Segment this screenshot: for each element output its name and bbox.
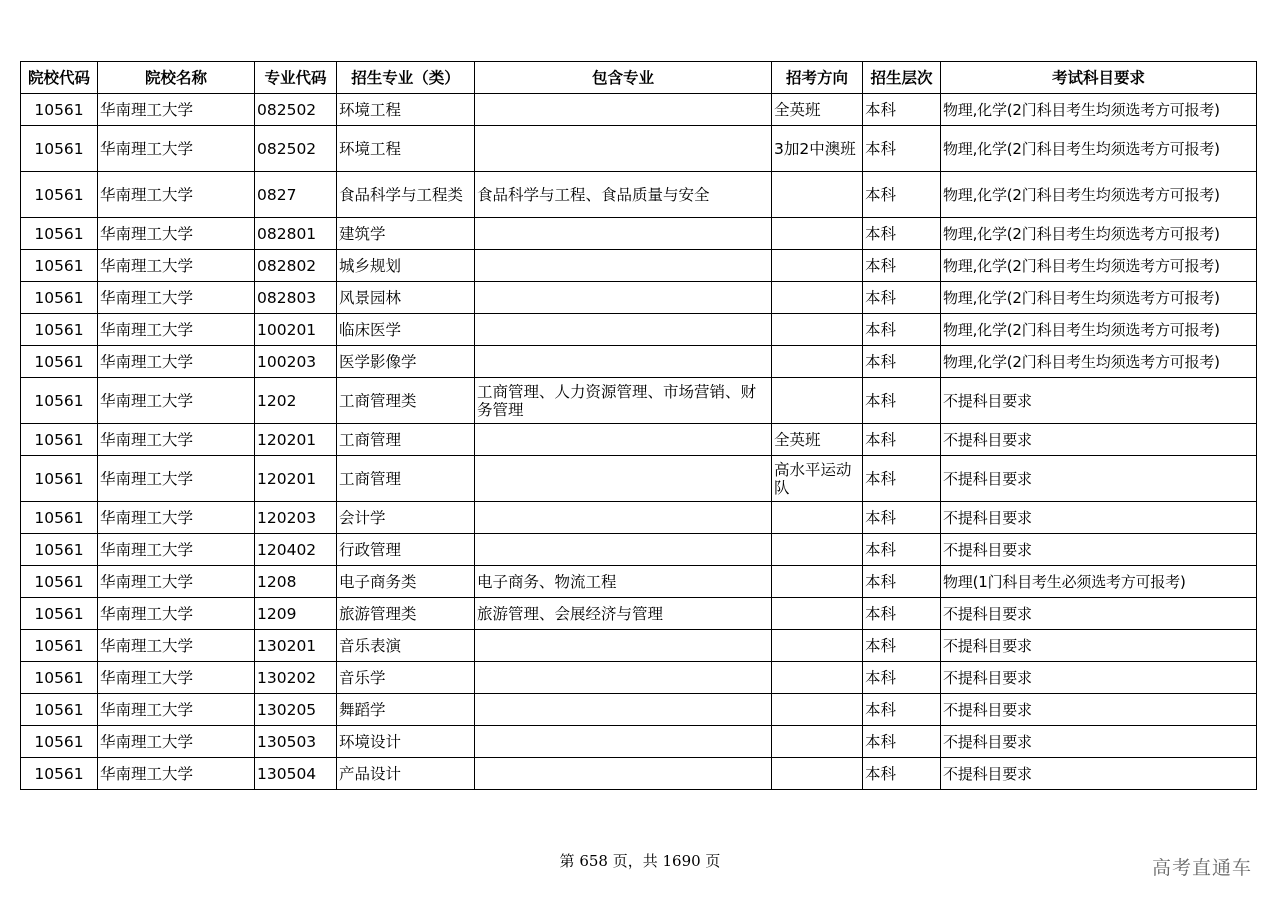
cell-major-code: 082502 — [255, 94, 337, 126]
cell-school-name: 华南理工大学 — [98, 346, 255, 378]
cell-school-name: 华南理工大学 — [98, 598, 255, 630]
watermark-logo: 高考直通车 — [1151, 857, 1252, 879]
table-row — [21, 566, 1257, 598]
cell-subjects: 物理,化学(2门科目考生均须选考方可报考) — [941, 172, 1257, 218]
table-row — [21, 218, 1257, 250]
cell-major: 医学影像学 — [337, 346, 475, 378]
cell-major: 音乐表演 — [337, 630, 475, 662]
cell-major-code: 082802 — [255, 250, 337, 282]
cell-level: 本科 — [863, 598, 941, 630]
cell-school-code: 10561 — [21, 694, 98, 726]
cell-major-code: 120402 — [255, 534, 337, 566]
table-row — [21, 282, 1257, 314]
cell-subjects: 物理,化学(2门科目考生均须选考方可报考) — [941, 346, 1257, 378]
table-row — [21, 534, 1257, 566]
cell-level: 本科 — [863, 378, 941, 424]
page-number: 第 658 页，共 1690 页 — [559, 852, 721, 870]
cell-major-code: 130202 — [255, 662, 337, 694]
cell-direction — [772, 218, 863, 250]
cell-level: 本科 — [863, 346, 941, 378]
cell-school-name: 华南理工大学 — [98, 758, 255, 790]
cell-direction — [772, 250, 863, 282]
cell-school-code: 10561 — [21, 282, 98, 314]
cell-school-code: 10561 — [21, 726, 98, 758]
cell-subjects: 物理,化学(2门科目考生均须选考方可报考) — [941, 218, 1257, 250]
cell-included — [475, 126, 772, 172]
cell-major-code: 1209 — [255, 598, 337, 630]
cell-major-code: 100201 — [255, 314, 337, 346]
table-row — [21, 598, 1257, 630]
cell-school-code: 10561 — [21, 534, 98, 566]
cell-school-name: 华南理工大学 — [98, 172, 255, 218]
cell-level: 本科 — [863, 758, 941, 790]
table-row — [21, 456, 1257, 502]
cell-school-name: 华南理工大学 — [98, 566, 255, 598]
cell-level: 本科 — [863, 726, 941, 758]
table-row — [21, 758, 1257, 790]
cell-major-code: 082803 — [255, 282, 337, 314]
cell-major: 城乡规划 — [337, 250, 475, 282]
table-row — [21, 378, 1257, 424]
header-major: 招生专业（类） — [337, 62, 475, 94]
cell-school-name: 华南理工大学 — [98, 94, 255, 126]
cell-direction — [772, 378, 863, 424]
cell-major: 食品科学与工程类 — [337, 172, 475, 218]
cell-level: 本科 — [863, 694, 941, 726]
header-subjects: 考试科目要求 — [941, 62, 1257, 94]
cell-school-code: 10561 — [21, 662, 98, 694]
table-row — [21, 630, 1257, 662]
cell-school-code: 10561 — [21, 630, 98, 662]
cell-included — [475, 314, 772, 346]
cell-direction: 高水平运动队 — [772, 456, 863, 502]
cell-major: 产品设计 — [337, 758, 475, 790]
cell-level: 本科 — [863, 502, 941, 534]
table-row — [21, 694, 1257, 726]
cell-major-code: 130205 — [255, 694, 337, 726]
header-major-code: 专业代码 — [255, 62, 337, 94]
cell-major-code: 100203 — [255, 346, 337, 378]
cell-direction — [772, 534, 863, 566]
header-direction: 招考方向 — [772, 62, 863, 94]
cell-included — [475, 630, 772, 662]
cell-subjects: 不提科目要求 — [941, 694, 1257, 726]
cell-school-name: 华南理工大学 — [98, 424, 255, 456]
cell-school-name: 华南理工大学 — [98, 218, 255, 250]
cell-school-code: 10561 — [21, 314, 98, 346]
cell-included: 食品科学与工程、食品质量与安全 — [475, 172, 772, 218]
cell-school-code: 10561 — [21, 172, 98, 218]
cell-level: 本科 — [863, 282, 941, 314]
cell-included — [475, 758, 772, 790]
cell-school-code: 10561 — [21, 126, 98, 172]
table-row — [21, 314, 1257, 346]
header-school-name: 院校名称 — [98, 62, 255, 94]
cell-direction — [772, 282, 863, 314]
cell-subjects: 不提科目要求 — [941, 726, 1257, 758]
cell-subjects: 不提科目要求 — [941, 758, 1257, 790]
cell-subjects: 不提科目要求 — [941, 378, 1257, 424]
cell-school-code: 10561 — [21, 378, 98, 424]
header-included: 包含专业 — [475, 62, 772, 94]
cell-school-code: 10561 — [21, 566, 98, 598]
cell-subjects: 不提科目要求 — [941, 456, 1257, 502]
cell-direction — [772, 694, 863, 726]
cell-included — [475, 502, 772, 534]
cell-level: 本科 — [863, 424, 941, 456]
cell-level: 本科 — [863, 662, 941, 694]
cell-direction — [772, 630, 863, 662]
cell-major-code: 120201 — [255, 456, 337, 502]
cell-school-name: 华南理工大学 — [98, 250, 255, 282]
cell-major: 临床医学 — [337, 314, 475, 346]
cell-school-name: 华南理工大学 — [98, 726, 255, 758]
table-row — [21, 94, 1257, 126]
cell-included — [475, 424, 772, 456]
cell-level: 本科 — [863, 456, 941, 502]
cell-school-code: 10561 — [21, 346, 98, 378]
cell-school-code: 10561 — [21, 758, 98, 790]
cell-included — [475, 250, 772, 282]
cell-subjects: 物理,化学(2门科目考生均须选考方可报考) — [941, 250, 1257, 282]
cell-direction — [772, 726, 863, 758]
cell-school-code: 10561 — [21, 424, 98, 456]
cell-level: 本科 — [863, 630, 941, 662]
cell-major-code: 130201 — [255, 630, 337, 662]
cell-school-name: 华南理工大学 — [98, 630, 255, 662]
cell-subjects: 不提科目要求 — [941, 598, 1257, 630]
cell-major: 工商管理 — [337, 424, 475, 456]
cell-school-code: 10561 — [21, 94, 98, 126]
cell-direction — [772, 172, 863, 218]
cell-major-code: 120203 — [255, 502, 337, 534]
cell-major: 工商管理 — [337, 456, 475, 502]
cell-major: 电子商务类 — [337, 566, 475, 598]
cell-school-code: 10561 — [21, 456, 98, 502]
cell-major-code: 0827 — [255, 172, 337, 218]
cell-included — [475, 218, 772, 250]
table-row — [21, 346, 1257, 378]
cell-subjects: 物理,化学(2门科目考生均须选考方可报考) — [941, 282, 1257, 314]
header-row — [21, 62, 1257, 94]
cell-included — [475, 694, 772, 726]
cell-level: 本科 — [863, 126, 941, 172]
cell-direction — [772, 758, 863, 790]
cell-level: 本科 — [863, 250, 941, 282]
cell-level: 本科 — [863, 94, 941, 126]
cell-level: 本科 — [863, 534, 941, 566]
cell-major: 环境设计 — [337, 726, 475, 758]
cell-included: 电子商务、物流工程 — [475, 566, 772, 598]
cell-major: 行政管理 — [337, 534, 475, 566]
cell-school-name: 华南理工大学 — [98, 282, 255, 314]
cell-school-name: 华南理工大学 — [98, 662, 255, 694]
cell-school-code: 10561 — [21, 250, 98, 282]
cell-major: 工商管理类 — [337, 378, 475, 424]
cell-direction — [772, 566, 863, 598]
cell-included: 工商管理、人力资源管理、市场营销、财务管理 — [475, 378, 772, 424]
cell-level: 本科 — [863, 314, 941, 346]
cell-subjects: 不提科目要求 — [941, 424, 1257, 456]
header-school-code: 院校代码 — [21, 62, 98, 94]
cell-included — [475, 534, 772, 566]
cell-major: 舞蹈学 — [337, 694, 475, 726]
cell-major-code: 082801 — [255, 218, 337, 250]
cell-major-code: 130504 — [255, 758, 337, 790]
table-row — [21, 250, 1257, 282]
cell-subjects: 物理,化学(2门科目考生均须选考方可报考) — [941, 314, 1257, 346]
cell-included — [475, 456, 772, 502]
cell-major-code: 120201 — [255, 424, 337, 456]
cell-school-code: 10561 — [21, 218, 98, 250]
cell-school-name: 华南理工大学 — [98, 314, 255, 346]
cell-major-code: 130503 — [255, 726, 337, 758]
cell-direction — [772, 346, 863, 378]
cell-subjects: 物理,化学(2门科目考生均须选考方可报考) — [941, 126, 1257, 172]
cell-major: 会计学 — [337, 502, 475, 534]
table-row — [21, 726, 1257, 758]
cell-included — [475, 726, 772, 758]
cell-major: 环境工程 — [337, 94, 475, 126]
cell-subjects: 不提科目要求 — [941, 662, 1257, 694]
cell-school-name: 华南理工大学 — [98, 694, 255, 726]
cell-level: 本科 — [863, 566, 941, 598]
cell-direction: 全英班 — [772, 94, 863, 126]
cell-direction — [772, 502, 863, 534]
cell-included — [475, 282, 772, 314]
cell-direction — [772, 314, 863, 346]
cell-level: 本科 — [863, 172, 941, 218]
cell-school-name: 华南理工大学 — [98, 502, 255, 534]
table-row — [21, 126, 1257, 172]
table-row — [21, 172, 1257, 218]
table-row — [21, 424, 1257, 456]
cell-major: 风景园林 — [337, 282, 475, 314]
cell-school-name: 华南理工大学 — [98, 378, 255, 424]
table-row — [21, 662, 1257, 694]
cell-school-code: 10561 — [21, 598, 98, 630]
cell-school-name: 华南理工大学 — [98, 534, 255, 566]
cell-major: 音乐学 — [337, 662, 475, 694]
cell-included: 旅游管理、会展经济与管理 — [475, 598, 772, 630]
cell-major: 建筑学 — [337, 218, 475, 250]
cell-level: 本科 — [863, 218, 941, 250]
cell-direction — [772, 662, 863, 694]
admission-table — [20, 61, 1257, 790]
cell-included — [475, 346, 772, 378]
header-level: 招生层次 — [863, 62, 941, 94]
cell-subjects: 不提科目要求 — [941, 502, 1257, 534]
cell-direction: 3加2中澳班 — [772, 126, 863, 172]
cell-included — [475, 662, 772, 694]
cell-major: 旅游管理类 — [337, 598, 475, 630]
cell-subjects: 不提科目要求 — [941, 534, 1257, 566]
cell-school-name: 华南理工大学 — [98, 456, 255, 502]
cell-school-name: 华南理工大学 — [98, 126, 255, 172]
cell-subjects: 物理(1门科目考生必须选考方可报考) — [941, 566, 1257, 598]
cell-direction — [772, 598, 863, 630]
cell-subjects: 物理,化学(2门科目考生均须选考方可报考) — [941, 94, 1257, 126]
cell-direction: 全英班 — [772, 424, 863, 456]
cell-major-code: 1208 — [255, 566, 337, 598]
cell-included — [475, 94, 772, 126]
cell-major: 环境工程 — [337, 126, 475, 172]
cell-major-code: 082502 — [255, 126, 337, 172]
table-row — [21, 502, 1257, 534]
cell-school-code: 10561 — [21, 502, 98, 534]
cell-subjects: 不提科目要求 — [941, 630, 1257, 662]
cell-major-code: 1202 — [255, 378, 337, 424]
